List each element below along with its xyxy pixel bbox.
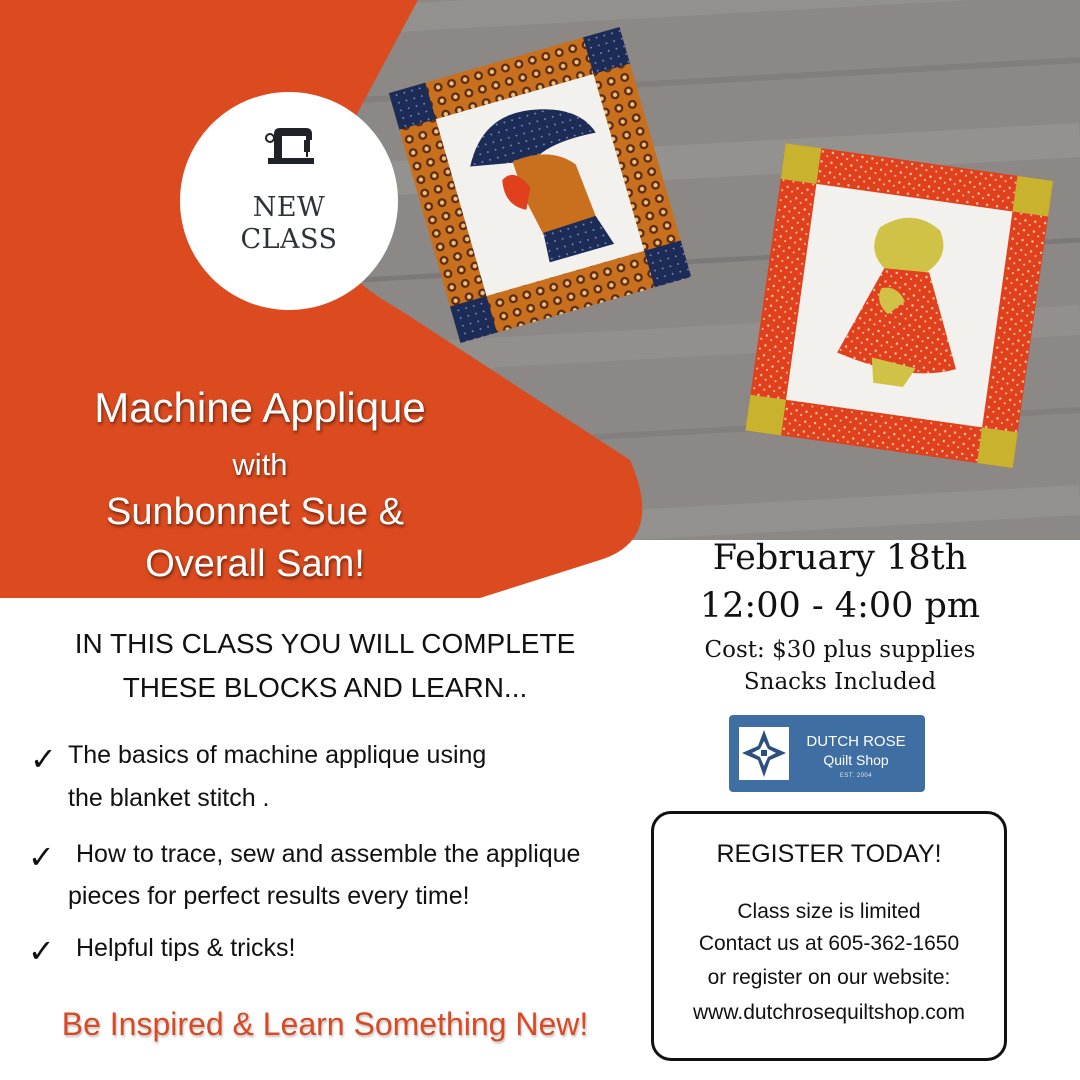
- new-class-badge: [180, 92, 398, 310]
- headline-line-2: with: [232, 447, 288, 482]
- register-phone[interactable]: Contact us at 605-362-1650: [698, 932, 960, 955]
- event-time: 12:00 - 4:00 pm: [699, 586, 981, 626]
- sewing-machine-icon: [262, 124, 320, 166]
- tagline: Be Inspired & Learn Something New!: [61, 1006, 589, 1042]
- register-website-link[interactable]: www.dutchrosequiltshop.com: [693, 1001, 965, 1024]
- bullet-2-line-1: How to trace, sew and assemble the applique: [76, 840, 581, 868]
- logo-name: DUTCH ROSE: [806, 733, 906, 750]
- bullet-2-line-2: pieces for perfect results every time!: [68, 882, 470, 910]
- checkmark-icon: ✓: [30, 740, 57, 778]
- intro-line-1: IN THIS CLASS YOU WILL COMPLETE: [74, 628, 576, 659]
- checkmark-icon: ✓: [28, 932, 55, 970]
- headline-line-4: Overall Sam!: [145, 543, 365, 585]
- bullet-1-line-2: the blanket stitch .: [68, 784, 270, 812]
- logo-subtitle: Quilt Shop: [823, 752, 889, 768]
- dutch-rose-logo: [729, 715, 925, 792]
- intro-line-2: THESE BLOCKS AND LEARN...: [122, 672, 528, 703]
- checkmark-icon: ✓: [28, 838, 55, 876]
- register-title: REGISTER TODAY!: [716, 840, 942, 868]
- event-snacks: Snacks Included: [743, 669, 937, 695]
- bullet-1-line-1: The basics of machine applique using: [68, 741, 487, 769]
- logo-established: EST. 2004: [839, 773, 873, 779]
- register-box: [651, 811, 1007, 1061]
- headline-line-1: Machine Applique: [94, 384, 426, 431]
- event-cost: Cost: $30 plus supplies: [704, 637, 976, 663]
- bullet-3: Helpful tips & tricks!: [76, 934, 296, 962]
- badge-line-1: NEW: [252, 192, 326, 223]
- register-class-size: Class size is limited: [737, 900, 921, 923]
- headline-line-3: Sunbonnet Sue &: [106, 491, 404, 533]
- badge-line-2: CLASS: [240, 224, 338, 255]
- quilt-star-icon: [739, 727, 789, 780]
- event-date: February 18th: [712, 538, 968, 578]
- register-website-prompt: or register on our website:: [707, 966, 951, 989]
